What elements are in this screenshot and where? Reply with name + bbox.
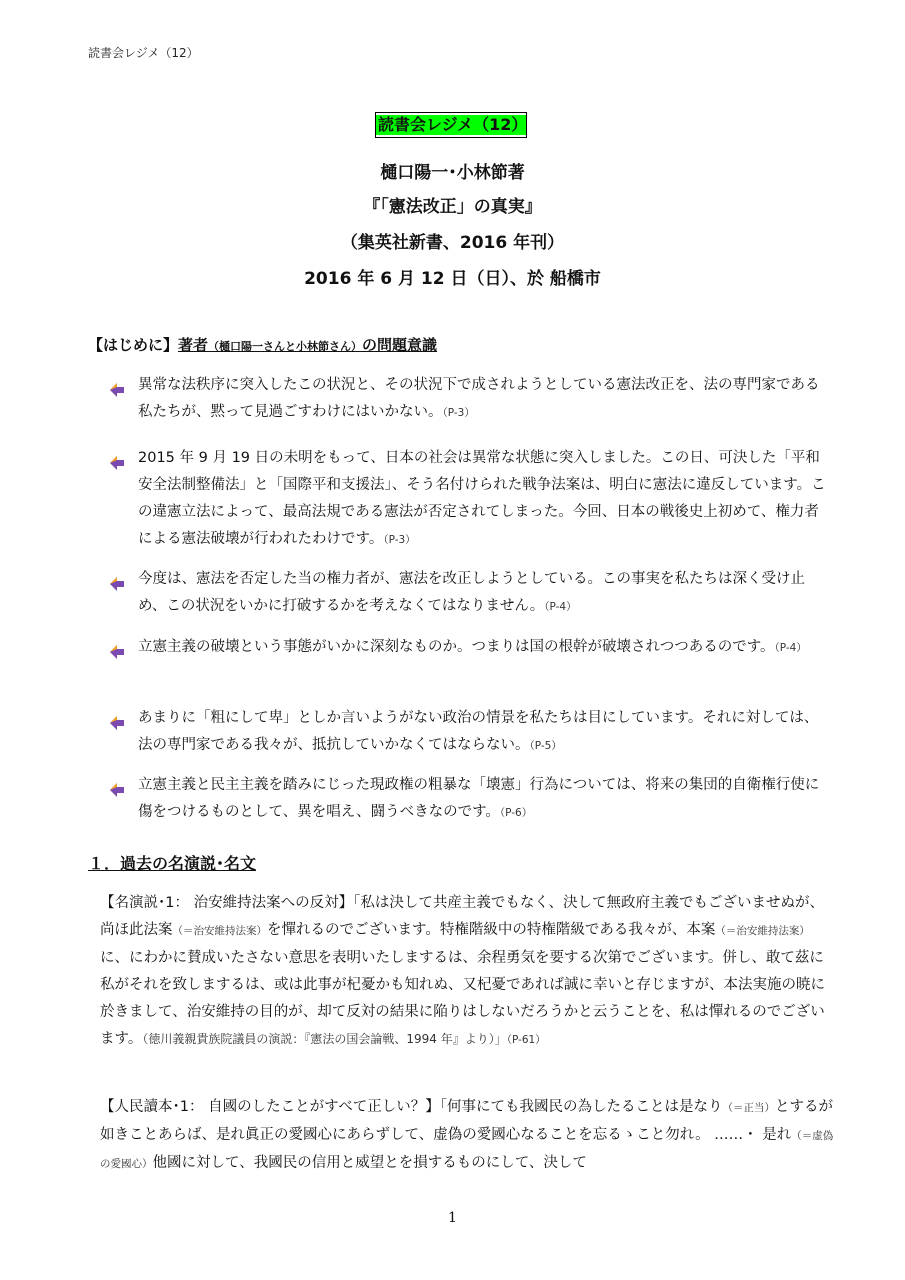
bullet-text: 立憲主義と民主主義を踏みにじった現政権の粗暴な「壊憲」行為については、将来の集団的自衛権行使に傷をつけるものとして、異を唱え、闘うべきなのです。	[138, 777, 820, 820]
page-ref: （P-61）	[506, 1034, 546, 1046]
book-title: 『「憲法改正」の真実』	[363, 197, 542, 217]
quote-1-source: （徳川義親貴族院議員の演説：『憲法の国会論戦、1994 年』より）」	[142, 1032, 507, 1046]
intro-bullet-3	[138, 566, 830, 621]
bullet-arrow-icon	[108, 779, 126, 797]
quote-1-text-a: 「私は決して共産主義でもなく、決して無政府主義でもございませぬが、尚ほ此法案	[100, 895, 825, 938]
quote-1-note-1: （＝治安維持法案）	[172, 925, 267, 937]
intro-heading-b: の問題意識	[362, 336, 438, 354]
page-ref: （P-5）	[529, 740, 562, 752]
bullet-text: 異常な法秩序に突入したこの状況と、その状況下で成されようとしている憲法改正を、法の専門家である私たちが、黙って見過ごすわけにはいかない。	[138, 377, 820, 420]
page-ref: （P-4）	[544, 601, 577, 613]
intro-bracket: 【はじめに】	[88, 336, 179, 354]
quote-2	[100, 1094, 834, 1178]
quote-2-note-2: （＝虚偽の愛國心）	[100, 1130, 834, 1170]
section-1-heading-text: １．過去の名演説･名文	[88, 854, 257, 873]
quote-2-title: 【人民讀本･1： 自國のしたことがすべて正しい？】	[100, 1099, 440, 1115]
running-header: 読書会レジメ（12）	[88, 46, 199, 60]
quote-2-note-1: （＝正当）	[722, 1102, 776, 1114]
intro-bullet-2	[138, 445, 830, 554]
bullet-arrow-icon	[108, 712, 126, 730]
page-ref: （P-4）	[774, 642, 807, 654]
page-ref: （P-3）	[383, 534, 416, 546]
date-place-line: 2016 年 6 月 12 日（日）、於 船橋市	[304, 269, 601, 289]
quote-1-title: 【名演説･1： 治安維持法案への反対】	[100, 895, 354, 911]
bullet-arrow-icon	[108, 573, 126, 591]
title-box	[375, 112, 527, 138]
section-1-heading	[88, 851, 256, 874]
bullet-text: 2015 年 9 月 19 日の未明をもって、日本の社会は異常な状態に突入しました。この日、可決した「平和安全法制整備法」と「国際平和支援法」、そう名付けられた戦争法案は、明白に憲法に違反しています。この違憲立法によって、最高法規である憲法が否定されてしまった。今回、日本の戦後史上初めて、権力者による憲法破壊が行われたわけです。	[138, 450, 826, 547]
intro-bullet-4	[138, 634, 830, 662]
intro-heading-underlined	[178, 336, 437, 354]
bullet-arrow-icon	[108, 641, 126, 659]
quote-2-text-c: 他國に対して、我國民の信用と威望とを損するものにして、決して	[152, 1155, 587, 1171]
page-ref: （P-3）	[442, 407, 475, 419]
page-ref: （P-6）	[499, 807, 533, 819]
quote-2-text-a: 「何事にても我國民の為したることは是なり	[439, 1099, 723, 1115]
bullet-text: 今度は、憲法を否定した当の権力者が、憲法を改正しようとしている。この事実を私たちは深く受け止め、この状況をいかに打破するかを考えなくてはなりません。	[138, 571, 805, 614]
bullet-text: あまりに「粗にして卑」としか言いようがない政治の情景を私たちは目にしています。それに対しては、法の専門家である我々が、抵抗していかなくてはならない。	[138, 710, 819, 753]
intro-heading-small: （樋口陽一さんと小林節さん）	[208, 340, 363, 353]
intro-bullet-6	[138, 772, 830, 827]
quote-1	[100, 890, 834, 1054]
quote-1-text-c: に、にわかに賛成いたさない意思を表明いたしまするは、余程勇気を要する次第でございます。併し、敢て茲に私がそれを致しまするは、或は此事が杞憂かも知れぬ、又杞憂であれば誠に幸いと存じますが、本法実施の暁に於きまして、治安維持の目的が、却て反対の結果に陥りはしないだろうかと云うことを、私は憚れるのでございます。	[100, 950, 825, 1047]
title-label: 読書会レジメ（12）	[378, 115, 528, 134]
bullet-arrow-icon	[108, 452, 126, 470]
quote-2-text-b: とするが如きことあらば、是れ眞正の愛國心にあらずして、虚偽の愛國心なることを忘るゝこと勿れ。 ……・ 是れ	[100, 1099, 834, 1143]
intro-bullet-5	[138, 705, 830, 760]
intro-heading	[88, 334, 437, 355]
publisher-line: （集英社新書、2016 年刊）	[340, 233, 565, 253]
page-number: 1	[448, 1210, 457, 1226]
bullet-arrow-icon	[108, 379, 126, 397]
intro-heading-a: 著者	[178, 336, 209, 354]
bullet-text: 立憲主義の破壊という事態がいかに深刻なものか。つまりは国の根幹が破壊されつつあるのです。	[138, 639, 775, 655]
intro-bullet-1	[138, 372, 830, 427]
quote-1-note-2: （＝治安維持法案）	[715, 925, 810, 937]
quote-1-text-b: を憚れるのでございます。特権階級中の特権階級である我々が、本案	[267, 922, 716, 938]
authors-line: 樋口陽一･小林節著	[380, 163, 525, 183]
